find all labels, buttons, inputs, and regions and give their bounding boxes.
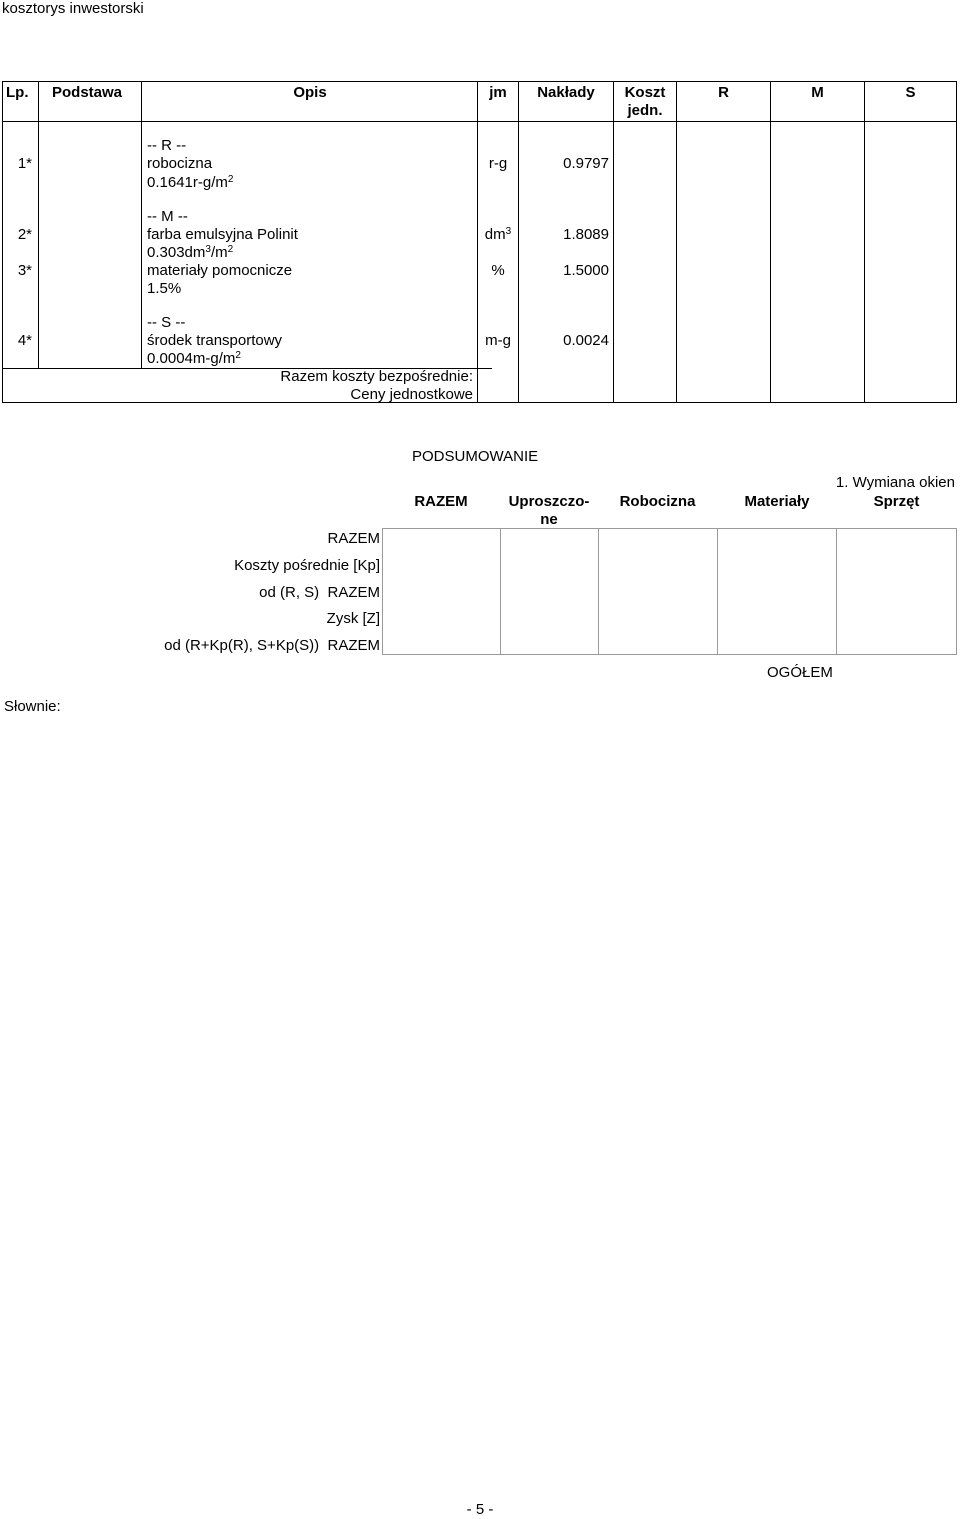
row-naklady: 0.9797	[563, 155, 609, 172]
row-naklady: 0.0024	[563, 332, 609, 349]
summary-col-razem: RAZEM	[414, 493, 468, 510]
row-norm: $0.303dm^3/m^2$	[147, 244, 234, 261]
page-number: - 5 -	[466, 1501, 494, 1518]
row-lp: 3*	[17, 262, 32, 279]
summary-col-sprzet: Sprzęt	[873, 493, 920, 510]
row-lp: 1*	[17, 155, 32, 172]
header-koszt-jedn: Koszt jedn.	[624, 84, 666, 119]
row-name: farba emulsyjna Polinit	[147, 226, 298, 243]
document-title: kosztorys inwestorski	[2, 0, 144, 17]
row-norm: $0.0004m-g/m^2$	[147, 350, 241, 367]
row-jm: r-g	[488, 155, 508, 172]
group-s-label: -- S --	[147, 314, 186, 331]
summary-section-name: 1. Wymiana okien	[835, 474, 955, 491]
row-lp: 4*	[17, 332, 32, 349]
header-s: S	[905, 84, 916, 101]
summary-ogolem: OGÓŁEM	[767, 664, 833, 681]
row-jm: $dm^3$	[484, 226, 512, 243]
summary-row-od-rs-razem: od (R, S) RAZEM	[259, 584, 380, 601]
summary-row-koszty-posrednie: Koszty pośrednie [Kp]	[234, 557, 380, 574]
row-norm: $0.1641r-g/m^2$	[147, 174, 234, 191]
ceny-jednostkowe: Ceny jednostkowe	[350, 386, 473, 403]
row-name: robocizna	[147, 155, 213, 172]
summary-row-od-rkp-razem: od (R+Kp(R), S+Kp(S)) RAZEM	[164, 637, 380, 654]
row-norm: 1.5%	[147, 280, 182, 297]
summary-title: PODSUMOWANIE	[412, 448, 539, 465]
header-opis: Opis	[293, 84, 327, 101]
row-naklady: 1.5000	[563, 262, 609, 279]
razem-koszty-bezposrednie: Razem koszty bezpośrednie:	[280, 368, 473, 385]
header-lp: Lp.	[6, 84, 29, 101]
header-podstawa: Podstawa	[52, 84, 123, 101]
row-name: środek transportowy	[147, 332, 283, 349]
summary-row-razem: RAZEM	[327, 530, 380, 547]
summary-col-robocizna: Robocizna	[619, 493, 696, 510]
header-jm: jm	[489, 84, 507, 101]
group-m-label: -- M --	[147, 208, 188, 225]
row-name: materiały pomocnicze	[147, 262, 293, 279]
row-lp: 2*	[17, 226, 32, 243]
header-naklady: Nakłady	[537, 84, 595, 101]
header-r: R	[718, 84, 729, 101]
summary-col-materialy: Materiały	[744, 493, 810, 510]
row-jm: m-g	[485, 332, 511, 349]
summary-col-uproszczone: Uproszczo-ne	[508, 493, 590, 528]
summary-row-zysk: Zysk [Z]	[326, 610, 380, 627]
row-jm: %	[491, 262, 505, 279]
row-naklady: 1.8089	[563, 226, 609, 243]
group-r-label: -- R --	[147, 137, 187, 154]
slownie-label: Słownie:	[4, 698, 61, 715]
header-m: M	[811, 84, 824, 101]
